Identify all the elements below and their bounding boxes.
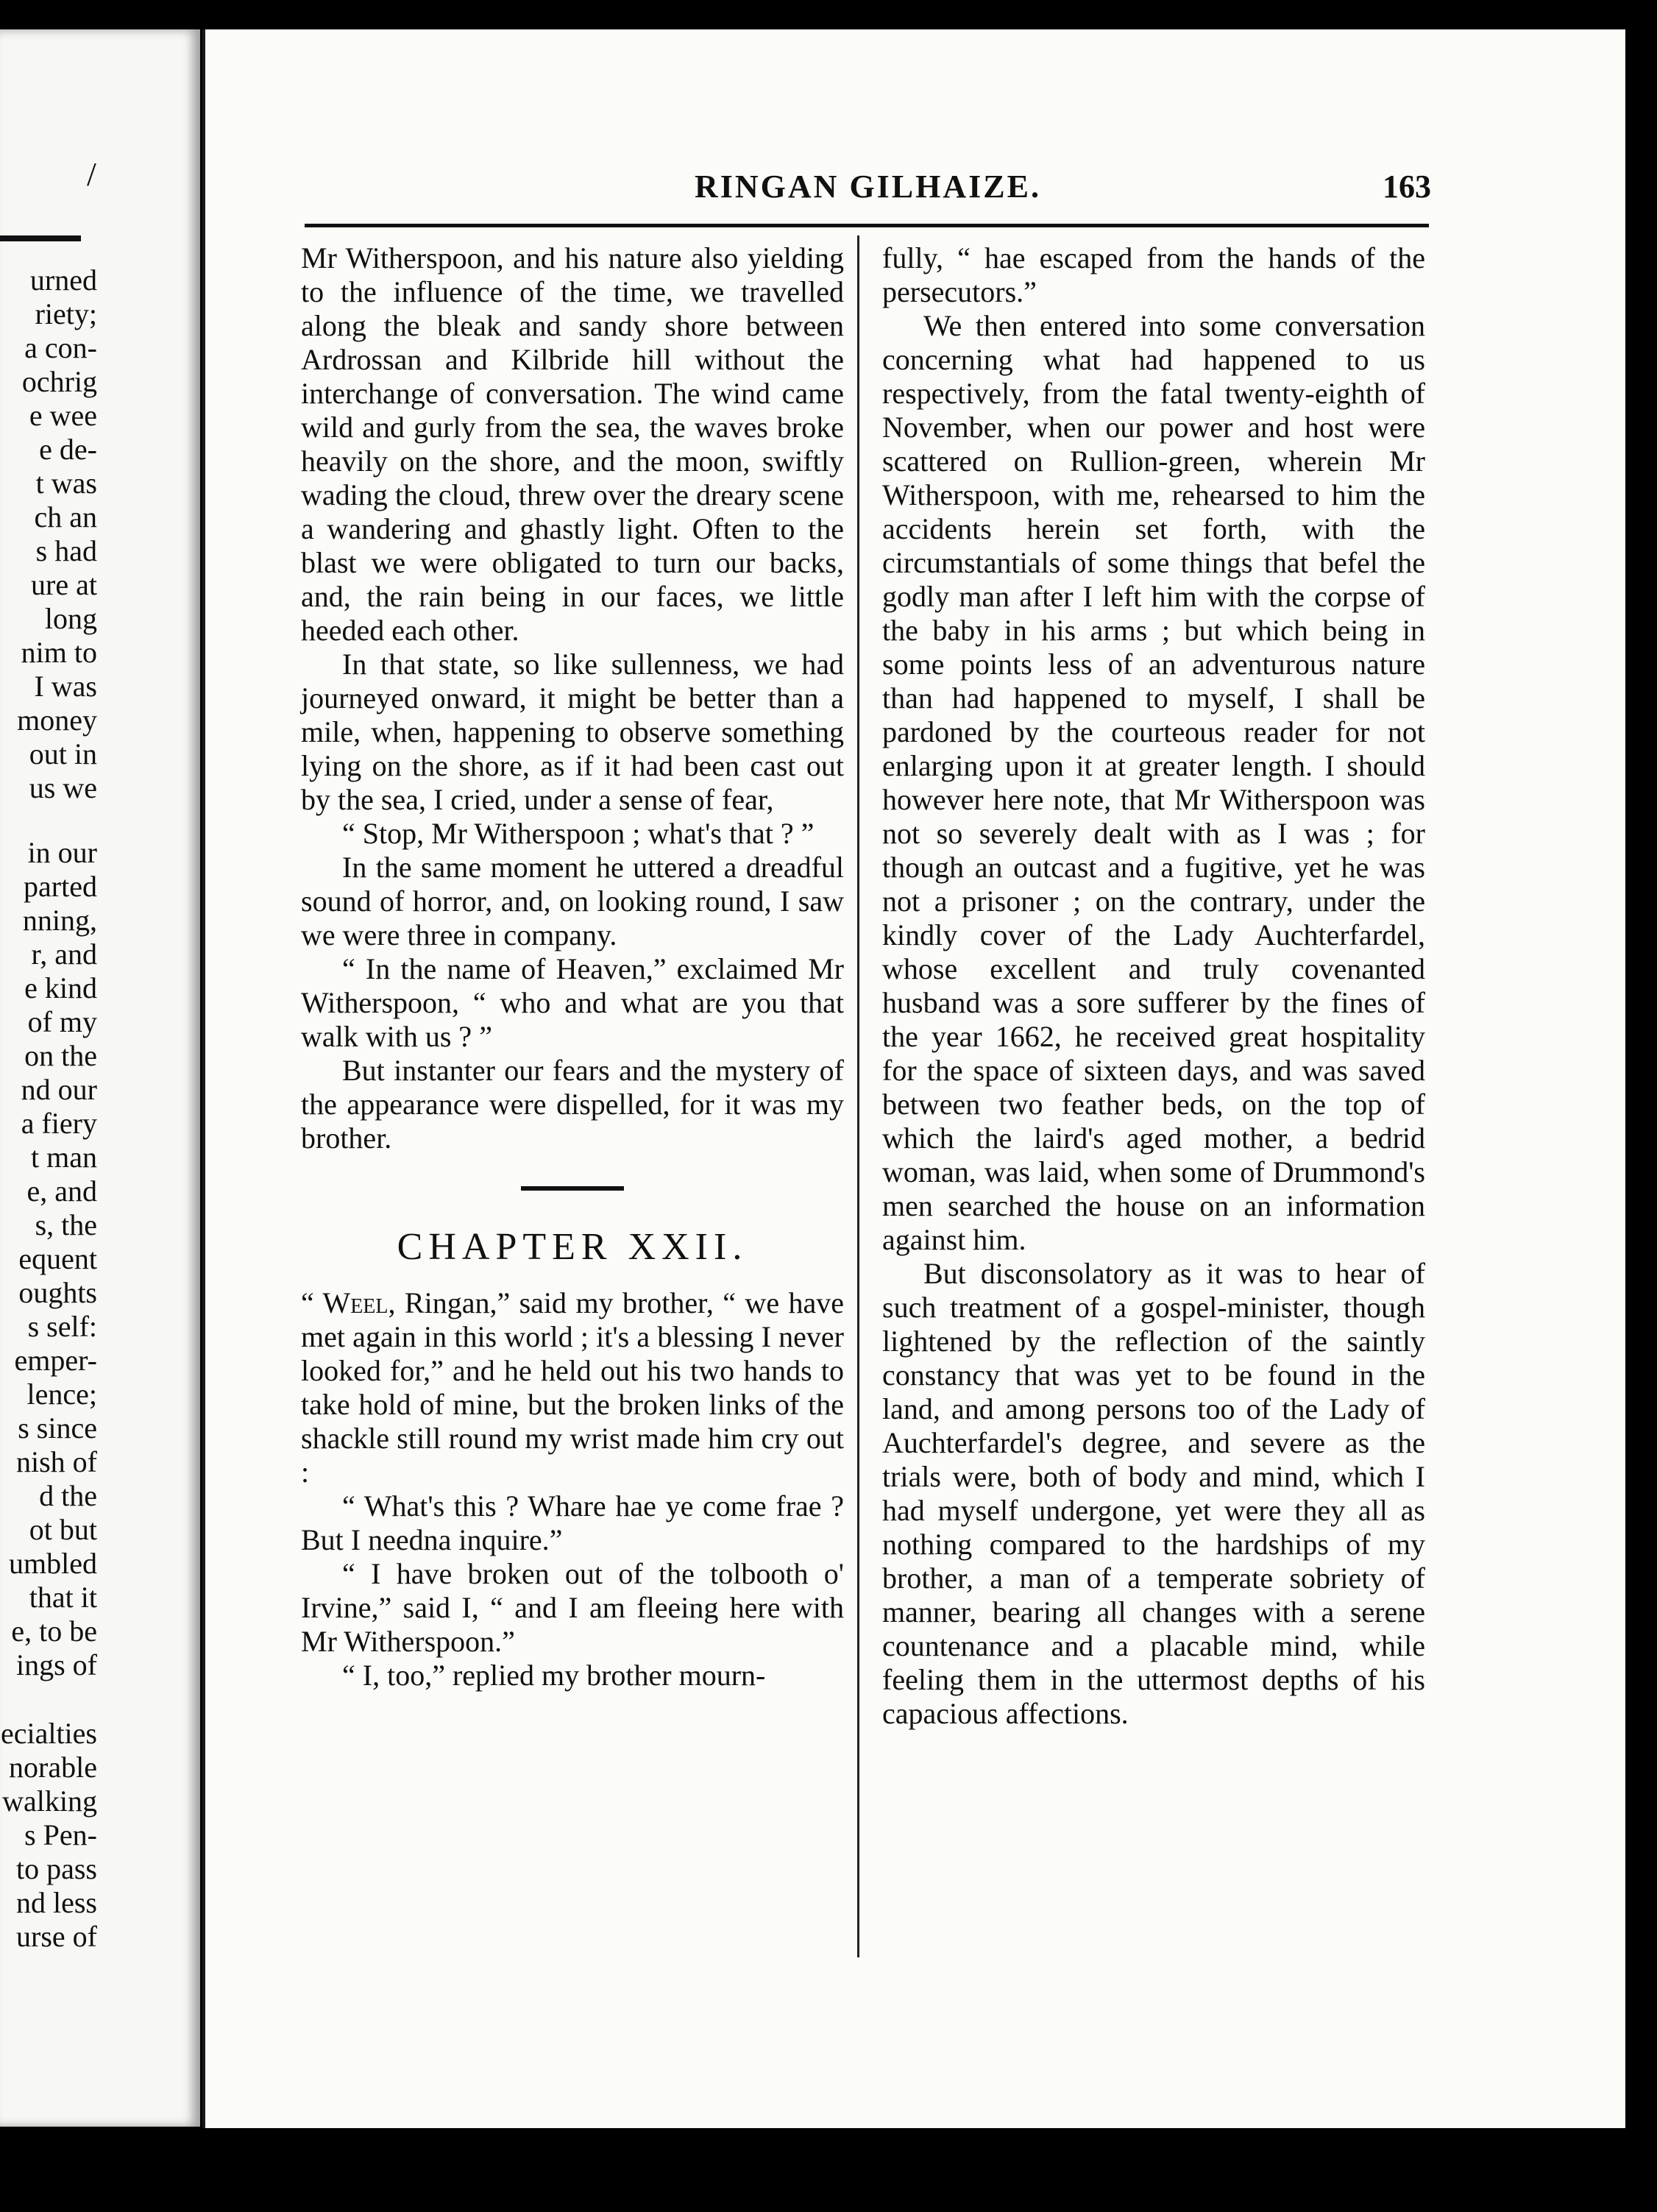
paragraph: But disconsolatory as it was to hear of such treatment of a gospel-minister, though lightened by the reflection of the saintly constancy that was yet to be found in the land, and among persons too of the Lady of Auchterfardel's degree, and severe as the trials were, both of body and mind, which I had myself undergone, yet were they all as nothing compared to the hardships of my brother, a man of a temperate sobriety of manner, bearing all changes with a serene countenance and a placable mind, while feeling them in the uttermost depths of his capacious affections. — [882, 1257, 1425, 1730]
column-divider — [857, 235, 859, 1957]
paragraph — [301, 1286, 844, 1489]
running-title: RINGAN GILHAIZE. — [695, 169, 1041, 205]
paragraph: “ I have broken out of the tolbooth o' Irvine,” said I, “ and I am fleeing here with Mr Witherspoon.” — [301, 1557, 844, 1658]
page-number: 163 — [1383, 169, 1431, 205]
chapter-heading: CHAPTER XXII. — [397, 1226, 748, 1268]
opening-words: “ Weel, — [301, 1286, 396, 1319]
facing-page-text-c: ecialties norable walking s Pen- to pass nd less urse of — [0, 1717, 97, 1953]
paragraph-text: Ringan,” said my brother, “ we have met again in this world ; it's a blessing I never looked for,” and he held out his two hands to take hold of mine, but the broken links of the shackle still round my wrist made him cry out : — [301, 1286, 844, 1489]
paragraph: “ I, too,” replied my brother mourn- — [342, 1659, 766, 1692]
section-divider — [521, 1186, 624, 1191]
paragraph: “ What's this ? Whare hae ye come frae ? But I needna inquire.” — [301, 1489, 844, 1556]
margin-mark: / — [87, 155, 96, 193]
facing-page-rule — [0, 235, 81, 241]
facing-page-text-a: urned riety; a con- ochrig e wee e de- t was ch an s had ure at long nim to I was money out in us we — [17, 263, 97, 804]
left-column — [301, 241, 844, 1692]
running-header — [205, 168, 1625, 212]
header-rule — [305, 224, 1429, 227]
paragraph: But instanter our fears and the mystery of the appearance were dispelled, for it was my brother. — [301, 1054, 844, 1155]
paragraph: Mr Witherspoon, and his nature also yielding to the influence of the time, we travelled along the bleak and sandy shore between Ardrossan and Kilbride hill without the interchange of conversation. The wind came wild and gurly from the sea, the waves broke heavily on the shore, and the moon, swiftly wading the cloud, threw over the dreary scene a wandering and ghastly light. Often to the blast we were obligated to turn our backs, and, the rain being in our faces, we little heeded each other. — [301, 241, 844, 647]
facing-page-text-b: in our parted nning, r, and e kind of my on the nd our a fiery t man e, and s, the equent oughts s self: emper- lence; s since nish of d the ot but umbled that it e, to be ings of — [9, 836, 97, 1681]
book-page — [202, 29, 1625, 2128]
paragraph: In that state, so like sullenness, we had journeyed onward, it might be better than a mile, when, happening to observe something lying on the shore, as if it had been cast out by the sea, I cried, under a sense of fear, — [301, 648, 844, 816]
paragraph: “ Stop, Mr Witherspoon ; what's that ? ” — [342, 817, 815, 850]
paragraph: fully, “ hae escaped from the hands of the persecutors.” — [882, 241, 1425, 308]
facing-page-fragment — [0, 29, 200, 2127]
paragraph: We then entered into some conversation concerning what had happened to us respectively, from the fatal twenty-eighth of November, when our power and host were scattered on Rullion-green, wherein Mr Witherspoon, with me, rehearsed to him the accidents herein set forth, with the circumstantials of some things that befel the godly man after I left him with the corpse of the baby in his arms ; but which being in some points less of an adventurous nature than had happened to myself, I shall be pardoned by the courteous reader for not enlarging upon it at greater length. I should however here note, that Mr Witherspoon was not so severely dealt with as I was ; for though an outcast and a fugitive, yet he was not a prisoner ; on the contrary, under the kindly cover of the Lady Auchterfardel, whose excellent and truly covenanted husband was a sore sufferer by the fines of the year 1662, he received great hospitality for the space of sixteen days, and was saved between two feather beds, on the top of which the laird's aged mother, a bedrid woman, was laid, when some of Drummond's men searched the house on an information against him. — [882, 309, 1425, 1256]
paragraph: “ In the name of Heaven,” exclaimed Mr Witherspoon, “ who and what are you that walk with us ? ” — [301, 952, 844, 1053]
paragraph: In the same moment he uttered a dreadful sound of horror, and, on looking round, I saw we were three in company. — [301, 851, 844, 951]
right-column — [882, 241, 1425, 1731]
